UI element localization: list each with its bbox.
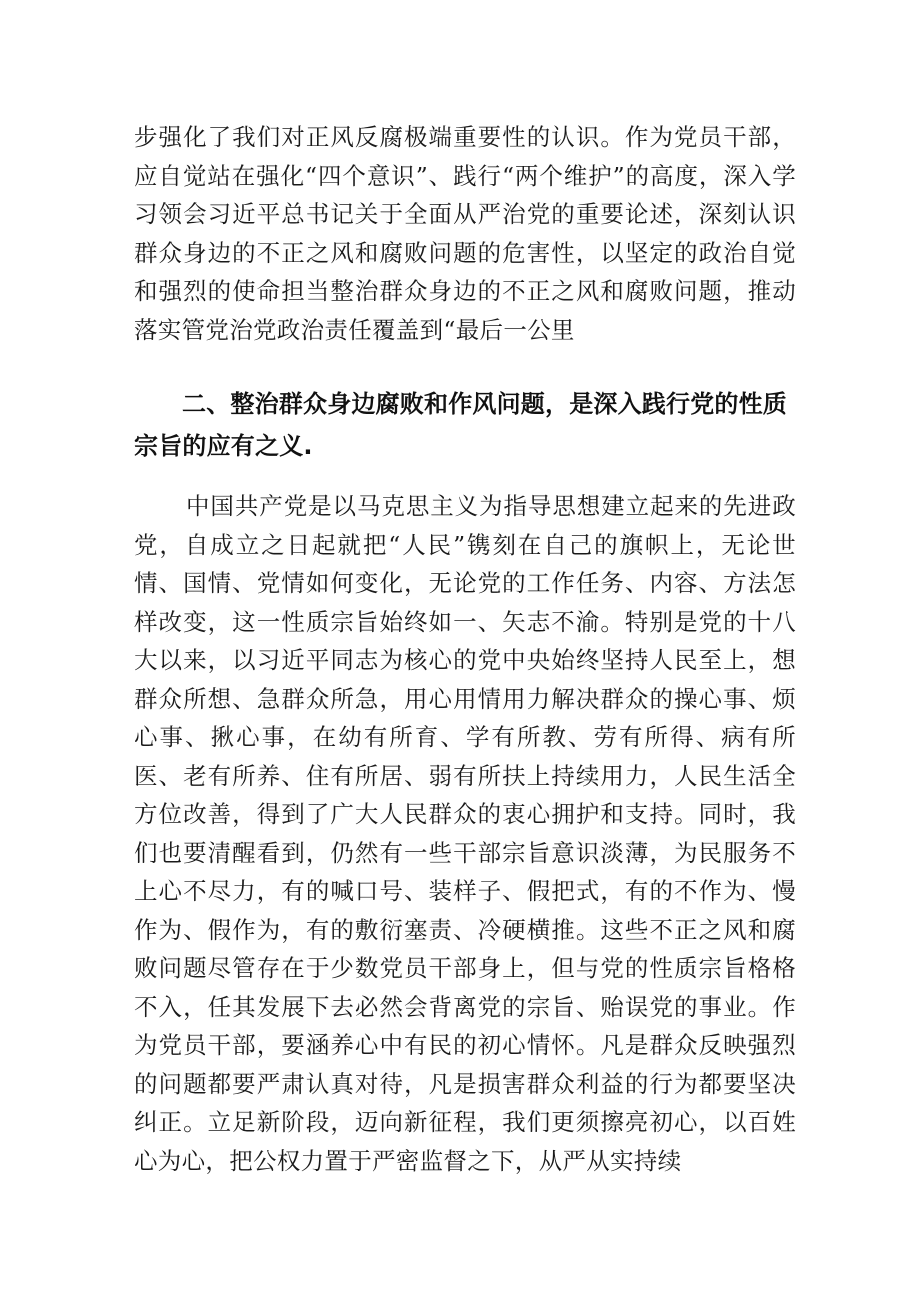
document-body <box>134 118 796 1180</box>
section-heading: 二、整治群众身边腐败和作风问题，是深入践行党的性质宗旨的应有之义. <box>134 390 787 460</box>
paragraph-body: 中国共产党是以马克思主义为指导思想建立起来的先进政党，自成立之日起就把“人民”镌刻在自己的旗帜上，无论世情、国情、党情如何变化，无论党的工作任务、内容、方法怎样改变，这一性质宗旨始终如一、矢志不渝。特别是党的十八大以来，以习近平同志为核心的党中央始终坚持人民至上，想群众所想、急群众所急，用心用情用力解决群众的操心事、烦心事、揪心事，在幼有所育、学有所教、劳有所得、病有所医、老有所养、住有所居、弱有所扶上持续用力，人民生活全方位改善，得到了广大人民群众的衷心拥护和支持。同时，我们也要清醒看到，仍然有一些干部宗旨意识淡薄，为民服务不上心不尽力，有的喊口号、装样子、假把式，有的不作为、慢作为、假作为，有的敷衍塞责、冷硬横推。这些不正之风和腐败问题尽管存在于少数党员干部身上，但与党的性质宗旨格格不入，任其发展下去必然会背离党的宗旨、贻误党的事业。作为党员干部，要涵养心中有民的初心情怀。凡是群众反映强烈的问题都要严肃认真对待，凡是损害群众利益的行为都要坚决纠正。立足新阶段，迈向新征程，我们更须擦亮初心，以百姓心为心，把公权力置于严密监督之下，从严从实持续 <box>134 492 796 1175</box>
paragraph-continuation: 步强化了我们对正风反腐极端重要性的认识。作为党员干部，应自觉站在强化“四个意识”、践行“两个维护”的高度，深入学习领会习近平总书记关于全面从严治党的重要论述，深刻认识群众身边的不正之风和腐败问题的危害性，以坚定的政治自觉和强烈的使命担当整治群众身边的不正之风和腐败问题，推动落实管党治党政治责任覆盖到“最后一公里 <box>134 123 796 344</box>
